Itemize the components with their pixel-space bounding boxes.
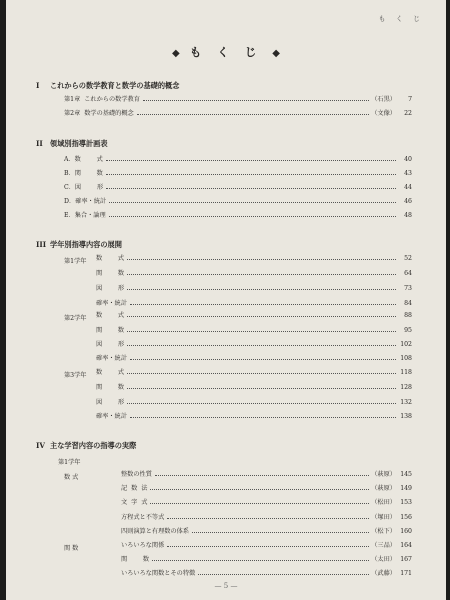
toc-entry: 図 形 132 [96, 399, 412, 406]
toc-entry: 確率・統計 138 [96, 413, 412, 420]
toc-entry: 四則演算と有理数の体系 （松下） 160 [121, 528, 412, 535]
toc-entry: 記 数 法 （萩原） 149 [121, 485, 412, 492]
toc-entry: 関 数 128 [96, 384, 412, 391]
toc-entry: 関 数 95 [96, 327, 412, 334]
section-heading: IV 主な学習内容の指導の実際 [36, 441, 137, 450]
category-label: 数 式 [64, 474, 79, 481]
toc-entry: B．関 数 43 [64, 170, 412, 177]
toc-entry: 図 形 73 [96, 285, 412, 292]
toc-entry: C．図 形 44 [64, 184, 412, 191]
grade-label: 第1学年 [58, 459, 81, 466]
diamond-right: ◆ [272, 48, 280, 59]
toc-entry: いろいろな関係 （三品） 164 [121, 542, 412, 549]
title-text: も く じ [189, 45, 263, 59]
grade-label: 第3学年 [64, 372, 87, 379]
toc-entry: 整数の性質 （萩原） 145 [121, 471, 412, 478]
category-label: 関 数 [64, 545, 79, 552]
toc-entry: E．集合・論理 48 [64, 212, 412, 219]
toc-entry: 数 式 118 [96, 369, 412, 376]
toc-entry: いろいろな関数とその特徴 （武藤） 171 [121, 570, 412, 577]
toc-entry: 方程式と不等式 （塚田） 156 [121, 514, 412, 521]
toc-entry: 数 式 52 [96, 255, 412, 262]
grade-label: 第2学年 [64, 315, 87, 322]
toc-entry: 文 字 式 （松田） 153 [121, 499, 412, 506]
section-heading: I これからの数学教育と数学の基礎的概念 [36, 81, 180, 90]
toc-entry: 図 形 102 [96, 341, 412, 348]
grade-label: 第1学年 [64, 258, 87, 265]
toc-entry: 関 数 64 [96, 270, 412, 277]
toc-entry: 確率・統計 84 [96, 300, 412, 307]
running-head: も く じ [378, 15, 424, 23]
section-heading: II 領域別指導計画表 [36, 139, 108, 148]
section-heading: III 学年別指導内容の展開 [36, 240, 122, 249]
diamond-left: ◆ [172, 48, 180, 59]
toc-entry: 数 式 88 [96, 312, 412, 319]
toc-entry: D．確率・統計 46 [64, 198, 412, 205]
page-title [6, 44, 446, 60]
toc-entry: 確率・統計 108 [96, 355, 412, 362]
toc-entry: 関 数 （太田） 167 [121, 556, 412, 563]
toc-entry: A．数 式 40 [64, 156, 412, 163]
toc-entry: 第1章 これからの数学教育 （石黒） 7 [64, 96, 412, 103]
page-number: — 5 — [214, 582, 238, 590]
toc-entry: 第2章 数学の基礎的概念 （文像） 22 [64, 110, 412, 117]
toc-page [6, 0, 446, 600]
